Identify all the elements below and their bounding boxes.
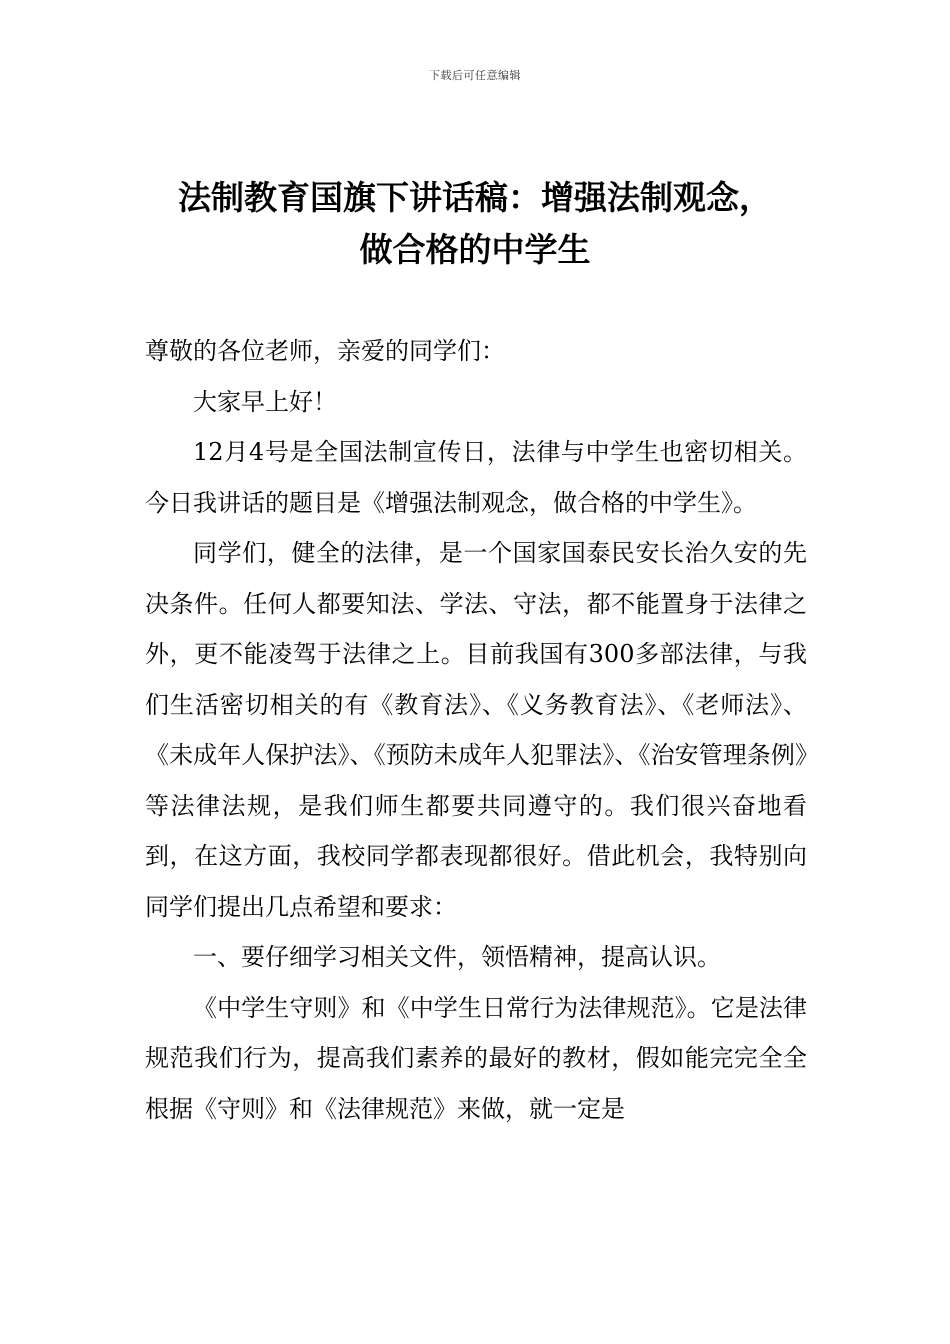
title-line-2: 做合格的中学生 [359, 230, 591, 269]
paragraph-intro: 12月4号是全国法制宣传日，法律与中学生也密切相关。今日我讲话的题目是《增强法制观念，做合格的中学生》。 [145, 438, 807, 517]
paragraph-rules: 《中学生守则》和《中学生日常行为法律规范》。它是法律规范我们行为，提高我们素养的最好的教材，假如能完完全全根据《守则》和《法律规范》来做，就一定是 [145, 993, 807, 1123]
header-note: 下载后可任意编辑 [429, 69, 521, 82]
salutation: 尊敬的各位老师，亲爱的同学们： [145, 337, 505, 365]
paragraph-law-overview: 同学们，健全的法律，是一个国家国泰民安长治久安的先决条件。任何人都要知法、学法、守法，都不能置身于法律之外，更不能凌驾于法律之上。目前我国有300多部法律，与我们生活密切相关的有《教育法》、《义务教育法》、《老师法》、《未成年人保护法》、《预防未成年人犯罪法》、《治安管理条例》等法律法规，是我们师生都要共同遵守的。我们很兴奋地看到，在这方面，我校同学都表现都很好。借此机会，我特别向同学们提出几点希望和要求： [145, 539, 807, 921]
document-title [140, 172, 810, 276]
paragraph-point-one: 一、要仔细学习相关文件，领悟精神，提高认识。 [193, 943, 721, 971]
document-body [145, 326, 807, 1134]
paragraph-greeting: 大家早上好！ [193, 387, 337, 416]
title-line-1: 法制教育国旗下讲话稿：增强法制观念， [178, 178, 772, 217]
